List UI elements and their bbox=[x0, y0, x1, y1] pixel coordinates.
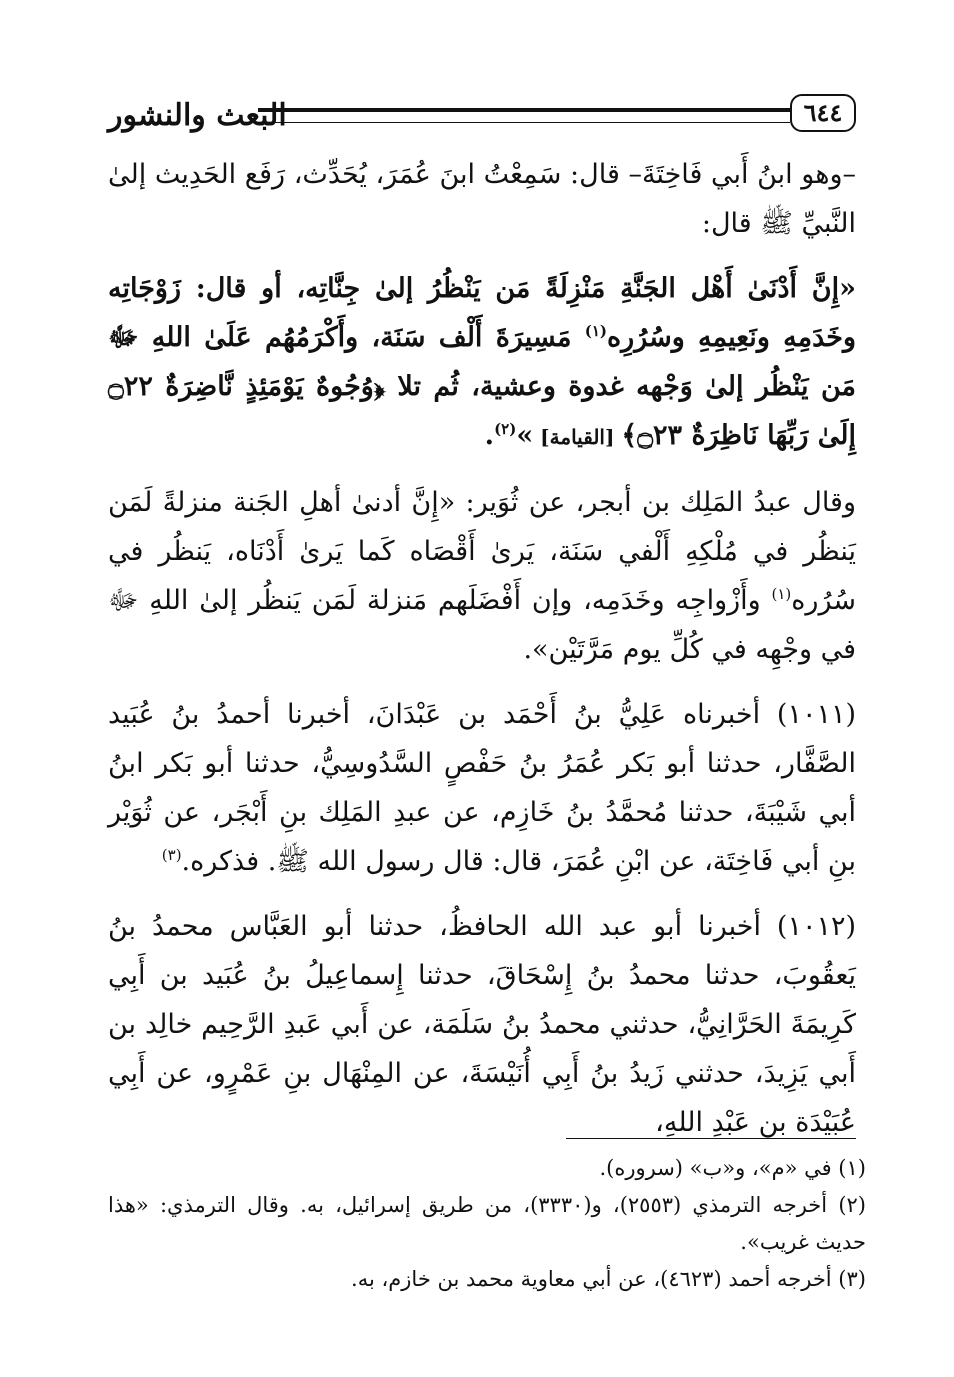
footnotes bbox=[108, 1150, 866, 1298]
footnote-marker: (١) bbox=[584, 322, 608, 340]
hadith-close-quote: » bbox=[516, 420, 534, 451]
hadith-text-middle: مَسِيرَةَ أَلْف سَنَة، وأَكْرَمُهُم عَلَىٰ اللهِ ﷻ مَن يَنْظُر إلىٰ وَجْهه غدوة وعشية، ثُم تلا bbox=[108, 322, 856, 402]
footnote-2: (٢) أخرجه الترمذي (٢٥٥٣)، و(٣٣٣٠)، من طريق إسرائيل، به. وقال الترمذي: «هذا حديث غريب». bbox=[108, 1193, 866, 1254]
paragraph-text: –وهو ابنُ أَبي فَاخِتَةَ– قال: سَمِعْتُ ابنَ عُمَرَ، يُحَدِّث، رَفَع الحَدِيث إلىٰ النَّبيِّ ﷺ قال: bbox=[108, 159, 856, 239]
footnote-3: (٣) أخرجه أحمد (٤٦٢٣)، عن أبي معاوية محمد بن خازم، به. bbox=[351, 1267, 866, 1291]
book-title: البعث والنشور bbox=[108, 98, 287, 133]
main-text bbox=[108, 150, 856, 1147]
paragraph-text-end: وأَزْواجِه وخَدَمِه، وإن أَفْضَلَهم مَنزلة لَمَن يَنظُر إلىٰ اللهِ ﷻ في وجْهِه في كُلِّ يوم مَرَّتَيْن». bbox=[108, 585, 856, 665]
page-number: ٦٤٤ bbox=[790, 94, 856, 132]
paragraph-text: (١٠١٢) أخبرنا أبو عبد الله الحافظُ، حدثنا أبو العَبَّاس محمدُ بنُ يَعقُوبَ، حدثنا محمدُ بنُ إِسْحَاقَ، حدثنا إِسماعِيلُ بنُ عُبَيد بن أَبِي كَرِيمَةَ الحَرَّانِيُّ، حدثني محمدُ بنُ سَلَمَة، عن أَبي عَبدِ الرَّحِيم خالِد بن أَبي يَزِيدَ، حدثني زَيدُ بنُ أَبِي أُنَيْسَةَ، عن المِنْهَال بنِ عَمْرٍو، عن أَبِي عُبَيْدَة بن عَبْدِ اللهِ، bbox=[108, 911, 856, 1138]
header-rule bbox=[258, 108, 790, 123]
footnote-marker: (٣) bbox=[161, 846, 182, 864]
paragraph-text: وقال عبدُ المَلِك بن أبجر، عن ثُوَير: «إِنَّ أدنىٰ أهلِ الجَنة منزلةً لَمَن يَنظُر في مُلْكِهِ أَلْفي سَنَة، يَرىٰ أَقْصَاه كَما يَرىٰ أَدْنَاه، يَنظُر في سُرُره bbox=[108, 487, 856, 616]
quran-verse: ﴿وُجُوهٌ يَوْمَئِذٍ نَّاضِرَةٌ ۝٢٢ إِلَىٰ رَبِّهَا نَاظِرَةٌ ۝٢٣﴾ bbox=[108, 371, 856, 451]
paragraph-hadith-text bbox=[108, 264, 856, 462]
hadith-text-start: «إِنَّ أَدْنَىٰ أَهْل الجَنَّةِ مَنْزِلَةً مَن يَنْظُرُ إلىٰ جِنَّاتِه، أو قال: زَوْجَاتِه وخَدَمِهِ ونَعِيمِهِ وسُرُرِه bbox=[108, 273, 856, 353]
paragraph-text: (١٠١١) أخبرناه عَلِيُّ بنُ أَحْمَد بن عَبْدَانَ، أخبرنا أحمدُ بنُ عُبَيد الصَّفَّار، حدثنا أبو بَكر عُمَرُ بنُ حَفْصٍ السَّدُوسِيُّ، حدثنا أبو بَكر ابنُ أبي شَيْبَةَ، حدثنا مُحمَّدُ بنُ خَازِم، عن عبدِ المَلِك بنِ أَبْجَر، عن ثُوَيْر بنِ أبي فَاخِتَة، عن ابْنِ عُمَرَ، قال: قال رسول الله ﷺ. فذكره. bbox=[108, 699, 856, 877]
paragraph-hadith-1012 bbox=[108, 902, 856, 1147]
paragraph-isnad-continuation bbox=[108, 150, 856, 248]
surah-reference: [القيامة] bbox=[533, 425, 622, 449]
footnote-marker: (١) bbox=[771, 585, 792, 603]
footnote-1: (١) في «م»، و«ب» (سروره). bbox=[599, 1156, 866, 1180]
footnote-marker: (٢) bbox=[494, 420, 517, 438]
paragraph-abdulmalik-narration bbox=[108, 478, 856, 674]
footnote-separator bbox=[566, 1138, 856, 1139]
paragraph-hadith-1011 bbox=[108, 690, 856, 886]
hadith-period: . bbox=[484, 420, 495, 451]
page-header bbox=[108, 92, 856, 138]
